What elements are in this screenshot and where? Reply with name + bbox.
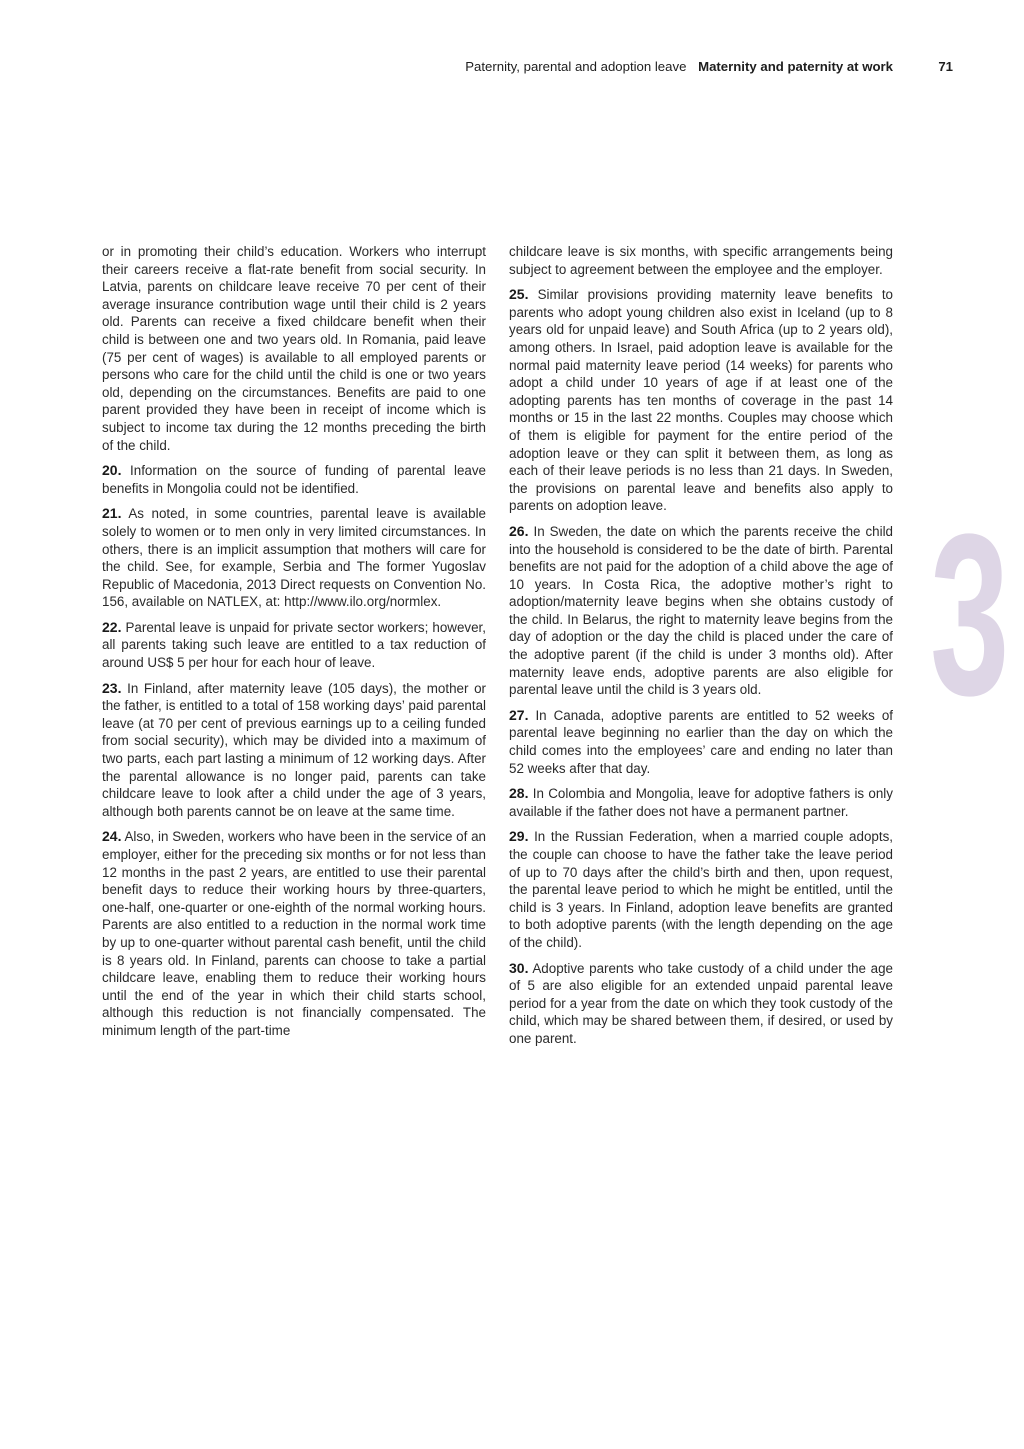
left-continuation-paragraph: or in promoting their child’s education. Workers who interrupt their careers receive a flat-rate benefit from social security. In Latvia, parents on childcare leave receive 70 per cent of their average insurance contribution wage until their child is 2 years old. Parents can receive a fixed childcare benefit when their child is between one and two years old. In Romania, paid leave (75 per cent of wages) is available to all employed parents or persons who care for the child until the child is one or two years old, depending on the circumstances. Benefits are paid to one parent provided they have been in receipt of income which is subject to income tax during the 12 months preceding the birth of the child.	[102, 244, 486, 453]
right-column	[509, 243, 893, 1056]
endnote-number: 27.	[509, 706, 529, 723]
endnote-number: 23.	[102, 679, 122, 696]
endnote-number: 30.	[509, 959, 529, 976]
endnote-text: Similar provisions providing maternity leave benefits to parents who adopt young children also exist in Iceland (up to 8 years old for unpaid leave) and South Africa (up to 2 years old), among others. In Israel, paid adoption leave is available for the normal paid maternity leave period (14 weeks) for parents who adopt a child under 10 years of age if at least one of the adopting parents has ten months of coverage in the past 14 months or 15 in the last 22 months. Couples may choose which of them is eligible for payment for the entire period of the adoption leave or they can split it between them, as long as each of their leave periods is no less than 21 days. In Sweden, the provisions on parental leave and benefits also apply to parents on adoption leave.	[509, 287, 893, 514]
running-header	[465, 59, 953, 74]
endnote-30	[509, 960, 893, 1048]
endnote-text: Information on the source of funding of parental leave benefits in Mongolia could not be identified.	[102, 463, 486, 496]
header-section-title: Paternity, parental and adoption leave	[465, 59, 687, 74]
endnote-23	[102, 680, 486, 821]
endnote-text: In Canada, adoptive parents are entitled to 52 weeks of parental leave beginning no earlier than the day on which the child comes into the employees’ care and ending no later than 52 weeks after that day.	[509, 707, 893, 776]
endnote-24	[102, 828, 486, 1039]
endnote-28	[509, 785, 893, 820]
endnote-text: Parental leave is unpaid for private sector workers; however, all parents taking such leave are entitled to a tax reduction of around US$ 5 per hour for each hour of leave.	[102, 619, 486, 671]
left-column	[102, 243, 486, 1048]
endnote-number: 20.	[102, 462, 122, 479]
endnote-20	[102, 462, 486, 497]
endnote-text: In Colombia and Mongolia, leave for adoptive fathers is only available if the father does not have a permanent partner.	[509, 786, 893, 819]
header-chapter-title: Maternity and paternity at work	[698, 59, 893, 74]
endnote-text: In Finland, after maternity leave (105 days), the mother or the father, is entitled to a total of 158 working days’ paid parental leave (at 70 per cent of previous earnings up to a ceiling funded from social security), which may be divided into a maximum of two parts, each part lasting a minimum of 12 working days. After the parental allowance is no longer paid, parents can take childcare leave to look after a child under the age of 3 years, although both parents cannot be on leave at the same time.	[102, 680, 486, 819]
endnote-number: 25.	[509, 286, 529, 303]
endnote-number: 24.	[102, 828, 122, 845]
endnote-number: 21.	[102, 505, 122, 522]
chapter-numeral: 3	[930, 486, 1010, 743]
endnote-25	[509, 286, 893, 515]
endnote-text: Adoptive parents who take custody of a child under the age of 5 are also eligible for an extended unpaid parental leave period for a year from the date on which they took custody of the child, which may be shared between them, if desired, or used by one parent.	[509, 960, 893, 1046]
right-continuation-paragraph: childcare leave is six months, with specific arrangements being subject to agreement between the employee and the employer.	[509, 244, 893, 277]
endnote-text: As noted, in some countries, parental leave is available solely to women or to men only in very limited circumstances. In others, there is an implicit assumption that mothers will care for the child. See, for example, Serbia and The former Yugoslav Republic of Macedonia, 2013 Direct requests on Convention No. 156, available on NATLEX, at: http://www.ilo.org/normlex.	[102, 506, 487, 610]
endnote-number: 29.	[509, 828, 529, 845]
endnote-27	[509, 707, 893, 777]
endnote-text: Also, in Sweden, workers who have been in the service of an employer, either for the preceding six months or for not less than 12 months in the past 2 years, are entitled to use their parental benefit days to reduce their working hours by three-quarters, one-half, one-quarter or one-eighth of the normal working hours. Parents are also entitled to a reduction in the normal work time by up to one-quarter without parental cash benefit, until the child is 8 years old. In Finland, parents can choose to take a partial childcare leave, enabling them to reduce their working hours until the end of the year in which their child starts school, although this reduction is not financially compensated. The minimum length of the part-time	[102, 829, 486, 1038]
page-number: 71	[938, 59, 953, 74]
endnote-29	[509, 828, 893, 951]
endnote-number: 22.	[102, 618, 122, 635]
endnote-number: 28.	[509, 785, 529, 802]
endnote-26	[509, 523, 893, 699]
endnote-text: In the Russian Federation, when a married couple adopts, the couple can choose to have the father take the leave period of up to 70 days after the child’s birth and then, upon request, the parental leave period to which he might be entitled, until the child is 3 years. In Finland, adoption leave benefits are granted to both adoptive parents (with the length depending on the age of the child).	[509, 829, 893, 950]
endnote-21	[102, 505, 486, 611]
endnote-22	[102, 619, 486, 672]
endnote-number: 26.	[509, 522, 529, 539]
endnote-text: In Sweden, the date on which the parents receive the child into the household is considered to be the date of birth. Parental benefits are not paid for the adoption of a child above the age of 10 years. In Costa Rica, the adoptive mother’s right to adoption/maternity leave begins when she obtains custody of the child. In Belarus, the right to maternity leave begins from the day of adoption or the day the child is placed under the care of the adoptive parent (if the child is under 3 months old). After maternity leave ends, adoptive parents are also eligible for parental leave until the child is 3 years old.	[509, 523, 893, 698]
